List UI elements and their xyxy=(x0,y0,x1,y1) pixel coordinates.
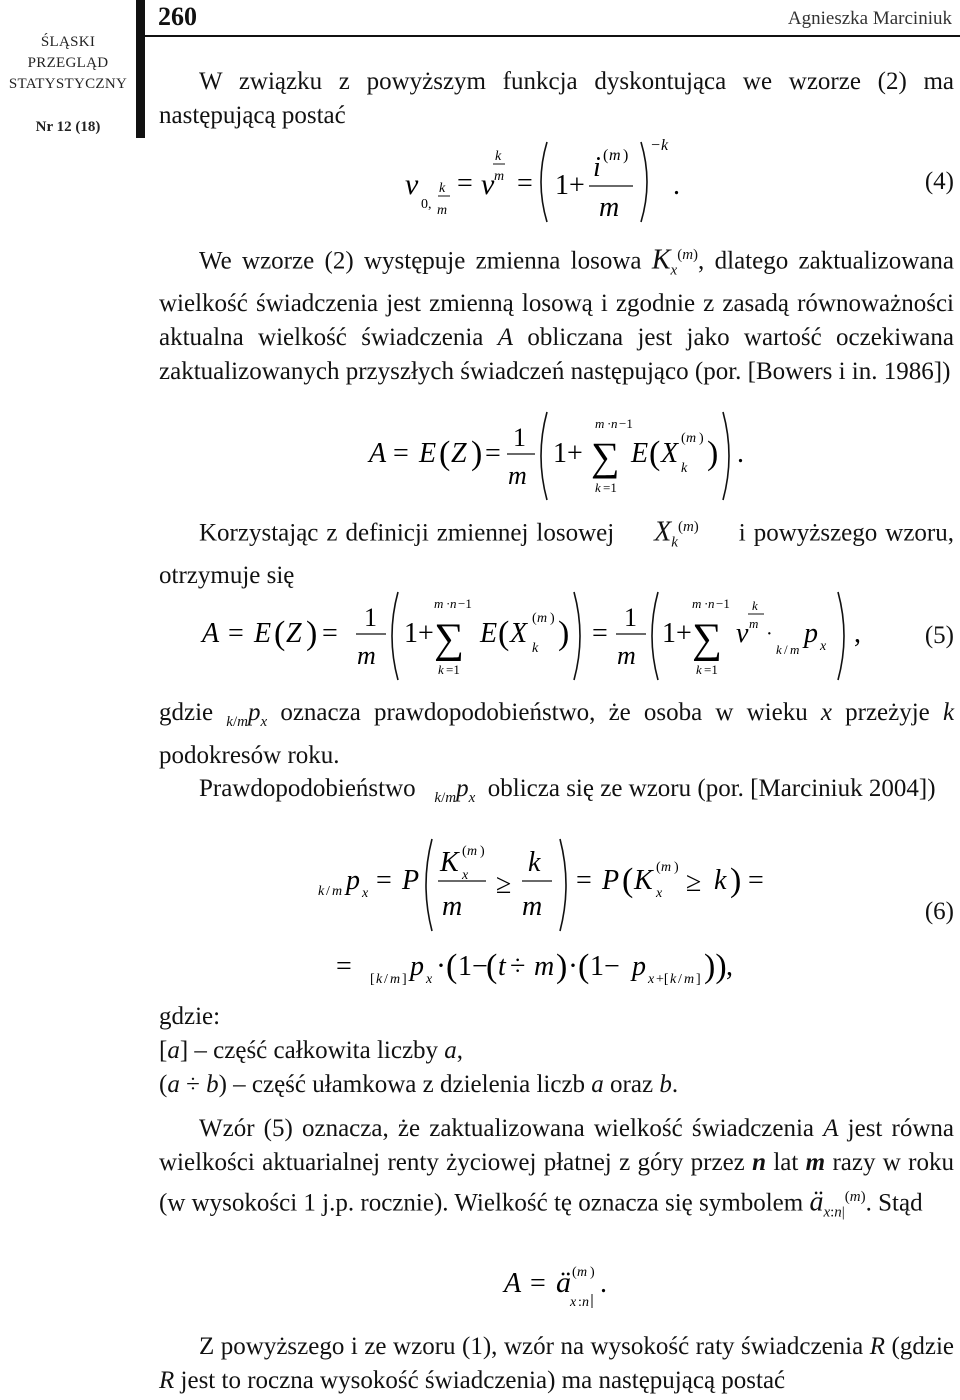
svg-text:Z: Z xyxy=(451,438,467,469)
svg-text:=: = xyxy=(576,865,592,896)
svg-text:(: ( xyxy=(498,615,510,652)
svg-text:): ) xyxy=(306,615,318,652)
svg-text:): ) xyxy=(471,435,483,472)
svg-text:[: [ xyxy=(370,972,375,987)
svg-text:k: k xyxy=(714,865,727,896)
svg-text:(: ( xyxy=(649,435,661,472)
svg-text:]: ] xyxy=(402,972,407,987)
journal-title xyxy=(0,32,136,95)
svg-text:k: k xyxy=(376,972,383,987)
svg-text:v: v xyxy=(736,618,749,649)
svg-text:k: k xyxy=(595,480,601,495)
definition-2-text-b: oraz xyxy=(610,1071,654,1098)
svg-text:p: p xyxy=(804,618,818,649)
journal-line-2: PRZEGLĄD xyxy=(27,55,109,71)
svg-text:1+: 1+ xyxy=(555,170,585,201)
svg-text:m: m xyxy=(467,844,478,859)
paragraph-6-text-b: jest równa wielkości aktuarialnej renty życiowej płatnej z góry przez xyxy=(159,1115,955,1176)
svg-text:≥: ≥ xyxy=(496,869,512,900)
paragraph-7: Z powyższego i ze wzoru (1), wzór na wysokość raty świadczenia R (gdzie R jest to roczna wysokość świadczenia) ma następującą postać xyxy=(159,1333,954,1394)
svg-text:n: n xyxy=(450,596,457,611)
svg-text:−: − xyxy=(651,137,661,154)
svg-text:=1: =1 xyxy=(603,480,617,495)
svg-text:m: m xyxy=(617,641,636,670)
svg-text:(: ( xyxy=(603,147,609,164)
svg-text:=: = xyxy=(530,1268,546,1299)
vertical-rule xyxy=(136,0,145,138)
svg-text:m: m xyxy=(494,169,505,184)
svg-text:m: m xyxy=(661,860,672,875)
svg-text:n: n xyxy=(582,1295,589,1310)
equation-A-expectation xyxy=(365,408,765,515)
equation-number-5: (5) xyxy=(924,622,954,649)
svg-text:=1: =1 xyxy=(446,662,460,677)
svg-text:m: m xyxy=(437,203,448,218)
svg-text:∑: ∑ xyxy=(692,616,722,662)
equation-5 xyxy=(198,588,878,695)
svg-text:m: m xyxy=(332,884,343,899)
svg-text:ä: ä xyxy=(556,1266,571,1299)
svg-text:m: m xyxy=(357,641,376,670)
definition-integer-part: [a] – część całkowita liczby a, xyxy=(159,1037,464,1064)
paragraph-3-text-a: Korzystając z definicji zmiennej losowej xyxy=(199,519,615,547)
svg-text:t: t xyxy=(498,951,506,982)
paragraph-6: Wzór (5) oznacza, że zaktualizowana wielkość świadczenia A jest równa wielkości aktuarialnej renty życiowej płatnej z góry przez n lat m razy w roku (w wysokości 1 j.p. rocznie). Wielkość tę oznacza się symbolem $ä_{x:n|}^{(m)}$. Stąd xyxy=(159,1115,955,1221)
svg-text:1−: 1− xyxy=(590,951,620,982)
paragraph-3: Korzystając z definicji zmiennej losowej $X_k^{(m)}$ i powyższego wzoru, otrzymuje się xyxy=(159,516,955,590)
svg-text:·: · xyxy=(766,623,773,645)
svg-text:1−: 1− xyxy=(458,951,488,982)
svg-text:=: = xyxy=(748,865,764,896)
svg-text:k: k xyxy=(439,181,446,196)
svg-text:−1: −1 xyxy=(716,596,730,611)
svg-text:∑: ∑ xyxy=(434,616,464,662)
definitions-heading: gdzie: xyxy=(159,1003,221,1030)
svg-text:m: m xyxy=(749,616,759,631)
svg-text:/: / xyxy=(326,884,330,899)
svg-text:A: A xyxy=(369,438,387,469)
svg-text:k: k xyxy=(681,461,688,476)
svg-text:E: E xyxy=(480,618,498,649)
svg-text:i: i xyxy=(593,152,601,183)
svg-text:(: ( xyxy=(572,1265,577,1280)
svg-text:k: k xyxy=(776,642,782,657)
svg-text:=: = xyxy=(376,865,392,896)
svg-text:·: · xyxy=(446,596,451,611)
svg-text:=: = xyxy=(592,618,608,649)
paragraph-5: Prawdopodobieństwo $_{k/m}p_x$ oblicza się ze wzoru (por. [Marciniuk 2004]) xyxy=(199,775,936,806)
svg-text:/: / xyxy=(678,972,682,987)
svg-text:/: / xyxy=(384,972,388,987)
svg-text:k: k xyxy=(752,598,758,613)
svg-text:=: = xyxy=(393,438,409,469)
paragraph-2-text-c: obliczana jest jako wartość oczekiwana zaktualizowanych przyszłych świadczeń następująco (por. [Bowers i in. 1986]) xyxy=(159,324,954,386)
equation-number-4: (4) xyxy=(924,168,954,195)
svg-text:P: P xyxy=(402,865,420,896)
svg-text:x: x xyxy=(820,639,827,654)
svg-text:,: , xyxy=(726,951,733,982)
paragraph-4-text-c: przeżyje xyxy=(845,699,930,726)
svg-text:v: v xyxy=(405,168,419,201)
paragraph-2: We wzorze (2) występuje zmienna losowa $K_x^{(m)}$, dlatego zaktualizowana wielkość świadczenia jest zmienną losową i zgodnie z zasadą równoważności aktualna wielkość świadczenia A obliczana jest jako wartość oczekiwana zaktualizowanych przyszłych świadczeń następująco (por. [Bowers i in. 1986]) xyxy=(159,244,954,386)
svg-text:1: 1 xyxy=(364,603,377,632)
svg-text:): ) xyxy=(730,862,742,899)
paragraph-2-text-b: , dlatego zaktualizowana wielkość świadczenia jest zmienną losową i zgodnie z zasadą równoważności aktualna wielkość świadczenia xyxy=(159,247,954,352)
svg-text:x: x xyxy=(426,972,433,987)
paragraph-2-text-a: We wzorze (2) występuje zmienna losowa xyxy=(199,247,642,275)
svg-text:−1: −1 xyxy=(458,596,472,611)
svg-text:k: k xyxy=(528,847,541,878)
paragraph-1 xyxy=(159,65,954,133)
svg-text:0,: 0, xyxy=(421,197,432,212)
svg-text:=1: =1 xyxy=(704,662,718,677)
equation-6 xyxy=(314,835,774,1022)
svg-text:m: m xyxy=(390,972,401,987)
svg-text:k: k xyxy=(661,137,669,154)
svg-text:x: x xyxy=(656,886,663,901)
svg-text:k: k xyxy=(532,641,539,656)
svg-text:(: ( xyxy=(532,611,537,626)
svg-text:.: . xyxy=(673,170,680,201)
equation-4 xyxy=(395,132,725,239)
svg-text:1: 1 xyxy=(513,423,526,452)
running-head-author: Agnieszka Marciniuk xyxy=(787,8,952,29)
svg-text:−1: −1 xyxy=(619,416,633,431)
svg-text:X: X xyxy=(661,438,679,469)
svg-text:]: ] xyxy=(696,972,701,987)
svg-text:n: n xyxy=(708,596,715,611)
paragraph-4-text-d: podokresów roku. xyxy=(159,742,340,769)
paragraph-4-text-a: gdzie xyxy=(159,699,214,726)
svg-text:=: = xyxy=(228,618,244,649)
svg-text:m: m xyxy=(534,951,555,982)
svg-text:=: = xyxy=(322,618,338,649)
journal-line-1: ŚLĄSKI xyxy=(40,34,96,50)
svg-text:x: x xyxy=(648,972,655,987)
equation-number-6: (6) xyxy=(924,898,954,925)
svg-text:(: ( xyxy=(274,615,286,652)
svg-text:(: ( xyxy=(462,844,467,859)
paragraph-4: gdzie $_{k/m}p_x$ oznacza prawdopodobieństwo, że osoba w wieku x przeżyje k podokresów roku. xyxy=(159,699,955,769)
svg-text:m: m xyxy=(434,596,444,611)
svg-text:·: · xyxy=(704,596,709,611)
svg-text:m: m xyxy=(692,596,702,611)
equation-A-annuity xyxy=(500,1256,640,1323)
svg-text:m: m xyxy=(595,416,605,431)
svg-text:(: ( xyxy=(622,862,634,899)
svg-text:(: ( xyxy=(439,435,451,472)
svg-text:x: x xyxy=(362,886,369,901)
paragraph-7-text-c: jest to roczna wysokość świadczenia) ma następującą postać xyxy=(180,1367,786,1394)
svg-text:.: . xyxy=(737,438,744,469)
svg-text:m: m xyxy=(522,891,543,922)
journal-line-3: STATYSTYCZNY xyxy=(8,76,128,92)
svg-text:∑: ∑ xyxy=(591,434,620,479)
svg-text:): ) xyxy=(699,431,704,446)
svg-text:p: p xyxy=(632,951,646,982)
svg-text:n: n xyxy=(611,416,618,431)
header-rule xyxy=(145,35,960,37)
svg-text:k: k xyxy=(495,149,502,164)
svg-text:k: k xyxy=(670,972,677,987)
svg-text:1+: 1+ xyxy=(404,618,434,649)
svg-text:): ) xyxy=(558,615,570,652)
svg-text:1: 1 xyxy=(624,603,637,632)
svg-text:A: A xyxy=(504,1268,522,1299)
svg-text:1+: 1+ xyxy=(553,438,583,469)
svg-text:): ) xyxy=(556,948,568,985)
svg-text:): ) xyxy=(623,147,629,164)
paragraph-1-text: W związku z powyższym funkcja dyskontująca we wzorze (2) ma następującą postać xyxy=(159,68,954,129)
svg-text:): ) xyxy=(550,611,555,626)
svg-text:A: A xyxy=(202,618,220,649)
svg-text:): ) xyxy=(480,844,485,859)
svg-text:k: k xyxy=(318,884,325,899)
svg-text:·: · xyxy=(436,949,446,982)
svg-text:E: E xyxy=(631,438,649,469)
svg-text:m: m xyxy=(508,461,527,490)
paragraph-7-text-b: (gdzie xyxy=(891,1333,954,1360)
svg-text:.: . xyxy=(600,1268,607,1299)
svg-text:v: v xyxy=(481,168,495,201)
svg-text:): ) xyxy=(590,1265,595,1280)
svg-text:k: k xyxy=(438,662,444,677)
svg-text:(: ( xyxy=(578,948,590,985)
paragraph-7-text-a: Z powyższego i ze wzoru (1), wzór na wysokość raty świadczenia xyxy=(199,1333,864,1360)
paragraph-4-text-b: oznacza prawdopodobieństwo, że osoba w wieku xyxy=(280,699,808,726)
svg-text::: : xyxy=(578,1295,582,1310)
svg-text:X: X xyxy=(510,618,528,649)
svg-text:,: , xyxy=(854,618,861,649)
svg-text:m: m xyxy=(684,972,695,987)
paragraph-6-text-a: Wzór (5) oznacza, że zaktualizowana wielkość świadczenia xyxy=(199,1115,815,1142)
svg-text:≥: ≥ xyxy=(686,867,702,898)
svg-text:=: = xyxy=(457,168,473,199)
svg-text:+[: +[ xyxy=(656,972,669,987)
svg-text:(: ( xyxy=(446,948,458,985)
svg-text:K: K xyxy=(440,847,459,878)
svg-text:x: x xyxy=(570,1295,577,1310)
svg-text:m: m xyxy=(790,642,800,657)
svg-text:P: P xyxy=(602,865,620,896)
definitions xyxy=(159,1000,954,1102)
page-number: 260 xyxy=(158,2,197,31)
paragraph-5-text-a: Prawdopodobieństwo xyxy=(199,775,416,802)
svg-text:(: ( xyxy=(656,860,661,875)
svg-text:/: / xyxy=(784,642,788,657)
svg-text:m: m xyxy=(609,147,621,164)
svg-text:p: p xyxy=(346,865,360,896)
svg-text:=: = xyxy=(485,438,501,469)
svg-text:=: = xyxy=(517,168,533,199)
svg-text:m: m xyxy=(577,1265,588,1280)
svg-text:Z: Z xyxy=(286,618,302,649)
svg-text:p: p xyxy=(410,951,424,982)
svg-text:·: · xyxy=(607,416,612,431)
svg-text:÷: ÷ xyxy=(510,951,526,982)
paragraph-6-text-e: . Stąd xyxy=(865,1189,923,1217)
svg-text:): ) xyxy=(674,860,679,875)
svg-text:E: E xyxy=(254,618,272,649)
svg-text:x: x xyxy=(462,868,469,883)
svg-text:m: m xyxy=(442,891,463,922)
definition-fractional-part: (a ÷ b) – część ułamkowa z dzielenia liczb a oraz b. xyxy=(159,1071,679,1098)
paragraph-6-text-c: lat xyxy=(773,1149,799,1176)
svg-text:(: ( xyxy=(486,948,498,985)
svg-text:): ) xyxy=(707,435,719,472)
svg-text:1+: 1+ xyxy=(662,618,692,649)
definition-2-text: – część ułamkowa z dzielenia liczb xyxy=(233,1071,586,1098)
paragraph-3-text-b: i powyższego wzoru, otrzymuje się xyxy=(159,519,955,590)
svg-text:E: E xyxy=(419,438,437,469)
svg-text:(: ( xyxy=(681,431,686,446)
svg-text:k: k xyxy=(696,662,702,677)
issue-number: Nr 12 (18) xyxy=(35,119,101,135)
journal-sidebar xyxy=(0,0,136,138)
svg-text:m: m xyxy=(537,611,548,626)
svg-text:=: = xyxy=(336,951,352,982)
svg-text:)): )) xyxy=(704,948,727,985)
paragraph-6-text-d: razy w roku (w wysokości 1 j.p. rocznie). Wielkość tę oznacza się symbolem xyxy=(159,1149,954,1217)
paragraph-5-text-b: oblicza się ze wzoru (por. [Marciniuk 2004]) xyxy=(487,775,936,802)
svg-text:K: K xyxy=(634,865,653,896)
svg-text:·: · xyxy=(568,949,578,982)
svg-text:m: m xyxy=(599,192,620,223)
definition-1-text: – część całkowita liczby xyxy=(194,1037,439,1064)
svg-text:m: m xyxy=(686,431,697,446)
